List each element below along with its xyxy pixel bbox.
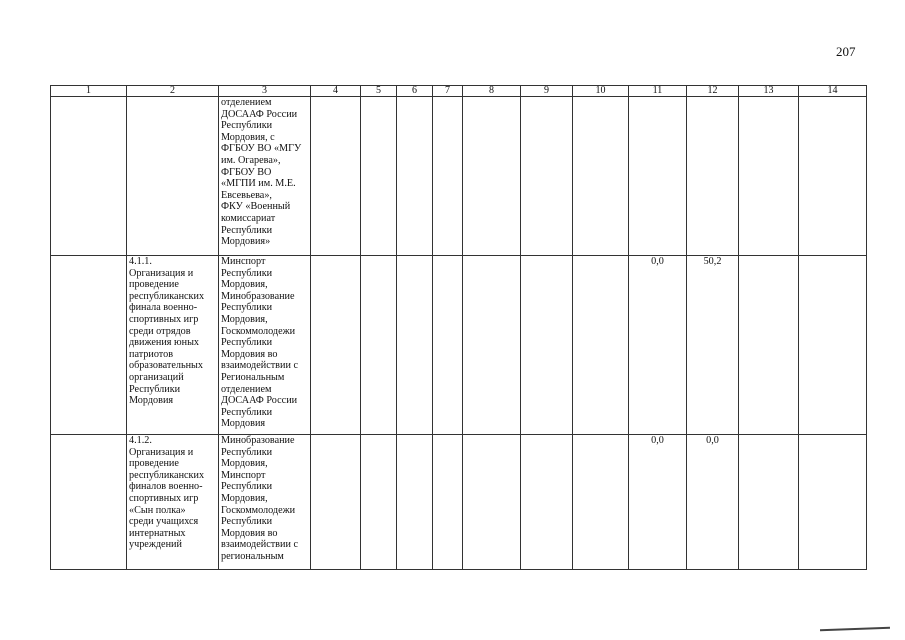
table-cell bbox=[573, 256, 629, 435]
table-cell bbox=[739, 97, 799, 256]
table-cell bbox=[629, 97, 687, 256]
column-header: 12 bbox=[687, 86, 739, 97]
table-cell bbox=[433, 435, 463, 570]
table-cell bbox=[433, 97, 463, 256]
header-row bbox=[51, 86, 867, 97]
executors-cell: отделением ДОСААФ России Республики Мордовия, с ФГБОУ ВО «МГУ им. Огарева», ФГБОУ ВО «МГПИ им. М.Е. Евсевьева», ФКУ «Военный комиссариат Республики Мордовия» bbox=[219, 97, 311, 256]
column-header: 6 bbox=[397, 86, 433, 97]
table-cell bbox=[687, 97, 739, 256]
table-cell bbox=[127, 97, 219, 256]
column-header: 11 bbox=[629, 86, 687, 97]
column-header: 4 bbox=[311, 86, 361, 97]
column-header: 10 bbox=[573, 86, 629, 97]
table-cell bbox=[311, 435, 361, 570]
table-cell bbox=[51, 97, 127, 256]
table-row bbox=[51, 435, 867, 570]
table-cell bbox=[463, 97, 521, 256]
column-header: 13 bbox=[739, 86, 799, 97]
table-cell bbox=[799, 435, 867, 570]
executors-cell: Минспорт Республики Мордовия, Минобразование Республики Мордовия, Госкоммолодежи Республики Мордовия во взаимодействии с Региональным отделением ДОСААФ России Республики Мордовия bbox=[219, 256, 311, 435]
executors-cell: Минобразование Республики Мордовия, Минспорт Республики Мордовия, Госкоммолодежи Республики Мордовия во взаимодействии с региональным bbox=[219, 435, 311, 570]
table-cell bbox=[521, 97, 573, 256]
value-cell: 0,0 bbox=[629, 256, 687, 435]
table-row bbox=[51, 97, 867, 256]
table-row bbox=[51, 256, 867, 435]
column-header: 9 bbox=[521, 86, 573, 97]
column-header: 1 bbox=[51, 86, 127, 97]
table-cell bbox=[433, 256, 463, 435]
table-cell bbox=[463, 256, 521, 435]
scan-mark bbox=[820, 627, 890, 631]
table-cell bbox=[739, 435, 799, 570]
table-cell bbox=[799, 256, 867, 435]
table-cell bbox=[51, 256, 127, 435]
activity-cell: 4.1.1. Организация и проведение республиканских финала военно- спортивных игр среди отрядов движения юных патриотов образовательных организаций Республики Мордовия bbox=[127, 256, 219, 435]
table-cell bbox=[51, 435, 127, 570]
table-cell bbox=[361, 97, 397, 256]
table-cell bbox=[521, 435, 573, 570]
table-cell bbox=[361, 256, 397, 435]
program-table bbox=[50, 85, 867, 570]
column-header: 8 bbox=[463, 86, 521, 97]
value-cell: 50,2 bbox=[687, 256, 739, 435]
column-header: 14 bbox=[799, 86, 867, 97]
table-cell bbox=[311, 256, 361, 435]
table-cell bbox=[397, 435, 433, 570]
table-cell bbox=[521, 256, 573, 435]
column-header: 7 bbox=[433, 86, 463, 97]
page-number: 207 bbox=[836, 44, 856, 59]
column-header: 5 bbox=[361, 86, 397, 97]
table-cell bbox=[573, 97, 629, 256]
column-header: 3 bbox=[219, 86, 311, 97]
table-cell bbox=[397, 97, 433, 256]
table-cell bbox=[799, 97, 867, 256]
table-cell bbox=[311, 97, 361, 256]
table-cell bbox=[463, 435, 521, 570]
value-cell: 0,0 bbox=[687, 435, 739, 570]
table-cell bbox=[739, 256, 799, 435]
table-cell bbox=[573, 435, 629, 570]
table-cell bbox=[361, 435, 397, 570]
column-header: 2 bbox=[127, 86, 219, 97]
activity-cell: 4.1.2. Организация и проведение республиканских финалов военно- спортивных игр «Сын полка» среди учащихся интернатных учреждений bbox=[127, 435, 219, 570]
table-cell bbox=[397, 256, 433, 435]
value-cell: 0,0 bbox=[629, 435, 687, 570]
